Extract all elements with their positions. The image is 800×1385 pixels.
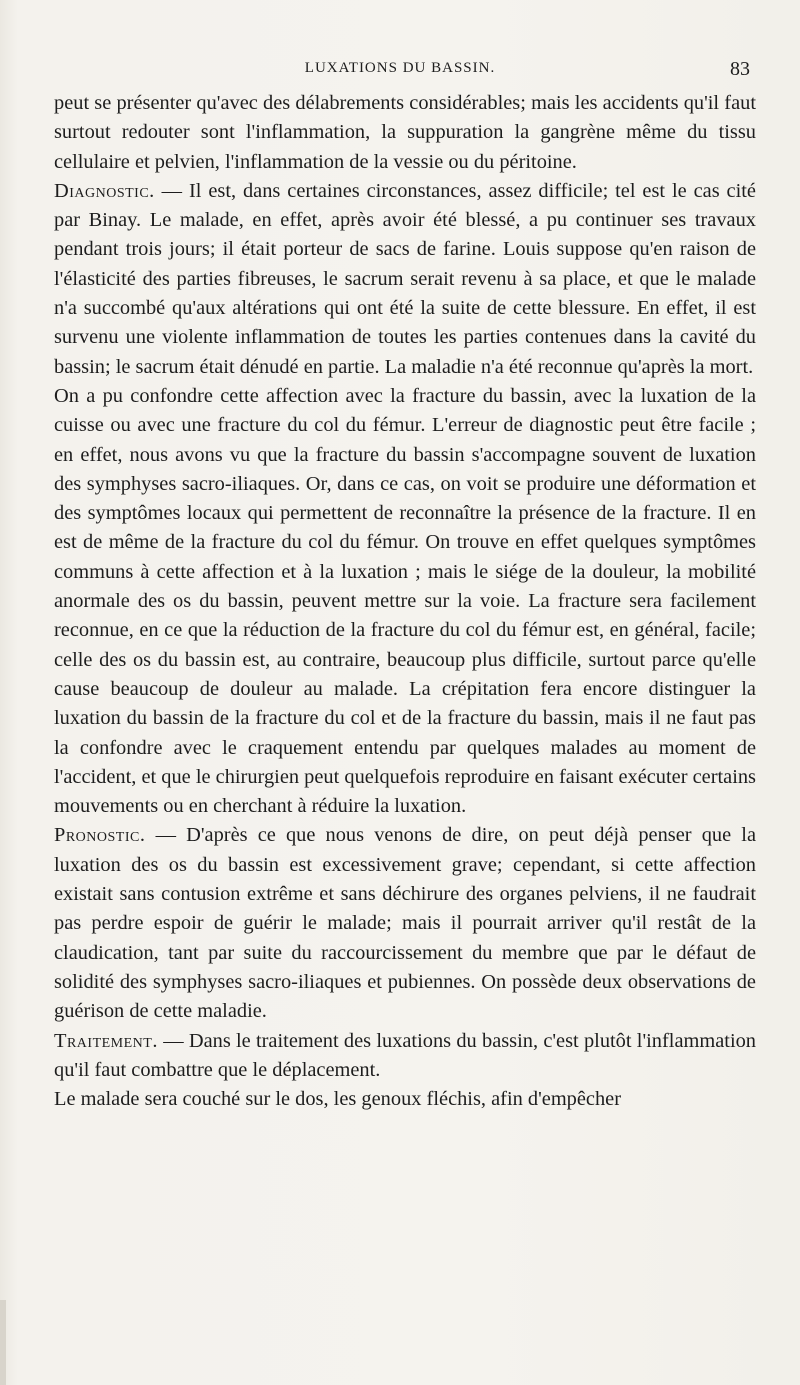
paragraph-traitement xyxy=(54,1027,756,1086)
running-title: LUXATIONS DU BASSIN. xyxy=(304,60,496,76)
section-heading-pronostic: Pronostic. xyxy=(54,824,146,847)
section-heading-diagnostic: Diagnostic. xyxy=(54,179,155,202)
body-text xyxy=(54,89,756,1114)
paragraph-diagnostic xyxy=(54,177,756,382)
page-edge-shadow xyxy=(0,1300,6,1385)
paragraph-text: — D'après ce que nous venons de dire, on peut déjà penser que la luxation des os du bassin est excessivement grave; cependant, si cette affection existait sans contusion extrême et sans déchirure des organes pelviens, il ne faudrait pas perdre espoir de guérir le malade; mais il pourrait arriver qu'il restât de la claudication, tant par suite du raccourcissement du membre que par le défaut de solidité des symphyses sacro-iliaques et pubiennes. On possède deux observations de guérison de cette maladie. xyxy=(54,824,756,1023)
paragraph xyxy=(54,89,756,177)
paragraph xyxy=(54,1085,756,1114)
section-heading-traitement: Traitement. xyxy=(54,1029,158,1052)
paragraph-text: peut se présenter qu'avec des délabrements considérables; mais les accidents qu'il faut surtout redouter sont l'inflammation, la suppuration la gangrène même du tissu cellulaire et pelvien, l'inflammation de la vessie ou du péritoine. xyxy=(54,92,756,173)
paragraph-text: On a pu confondre cette affection avec la fracture du bassin, avec la luxation de la cuisse ou avec une fracture du col du fémur. L'erreur de diagnostic peut être facile ; en effet, nous avons vu que la fracture du bassin s'accompagne souvent de luxation des symphyses sacro-iliaques. Or, dans ce cas, on voit se produire une déformation et des symptômes locaux qui permettent de reconnaître la présence de la fracture. Il en est de même de la fracture du col du fémur. On trouve en effet quelques symptômes communs à cette affection et à la luxation ; mais le siége de la douleur, la mobilité anormale des os du bassin, peuvent mettre sur la voie. La fracture sera facilement reconnue, en ce que la réduction de la fracture du col du fémur est, en général, facile; celle des os du bassin est, au contraire, beaucoup plus difficile, surtout parce qu'elle cause beaucoup de douleur au malade. La crépitation fera encore distinguer la luxation du bassin de la fracture du col et de la fracture du bassin, mais il ne faut pas la confondre avec le craquement entendu par quelques malades au moment de l'accident, et que le chirurgien peut quelquefois reproduire en faisant exécuter certains mouvements ou en cherchant à réduire la luxation. xyxy=(54,384,756,818)
paragraph-text: Le malade sera couché sur le dos, les genoux fléchis, afin d'empêcher xyxy=(54,1088,622,1111)
paragraph-text: — Dans le traitement des luxations du bassin, c'est plutôt l'inflammation qu'il faut combattre que le déplacement. xyxy=(54,1029,756,1081)
paragraph-text: — Il est, dans certaines circonstances, assez difficile; tel est le cas cité par Binay. Le malade, en effet, après avoir été blessé, a pu continuer ses travaux pendant trois jours; il était porteur de sacs de farine. Louis suppose qu'en raison de l'élasticité des parties fibreuses, le sacrum serait revenu à sa place, et que le malade n'a succombé qu'aux altérations qui ont été la suite de cette blessure. En effet, il est survenu une violente inflammation de toutes les parties contenues dans la cavité du bassin; le sacrum était dénudé en partie. La maladie n'a été reconnue qu'après la mort. xyxy=(54,179,756,378)
running-head xyxy=(0,60,800,88)
page-number: 83 xyxy=(730,58,750,80)
paragraph-pronostic xyxy=(54,821,756,1026)
paragraph xyxy=(54,382,756,821)
